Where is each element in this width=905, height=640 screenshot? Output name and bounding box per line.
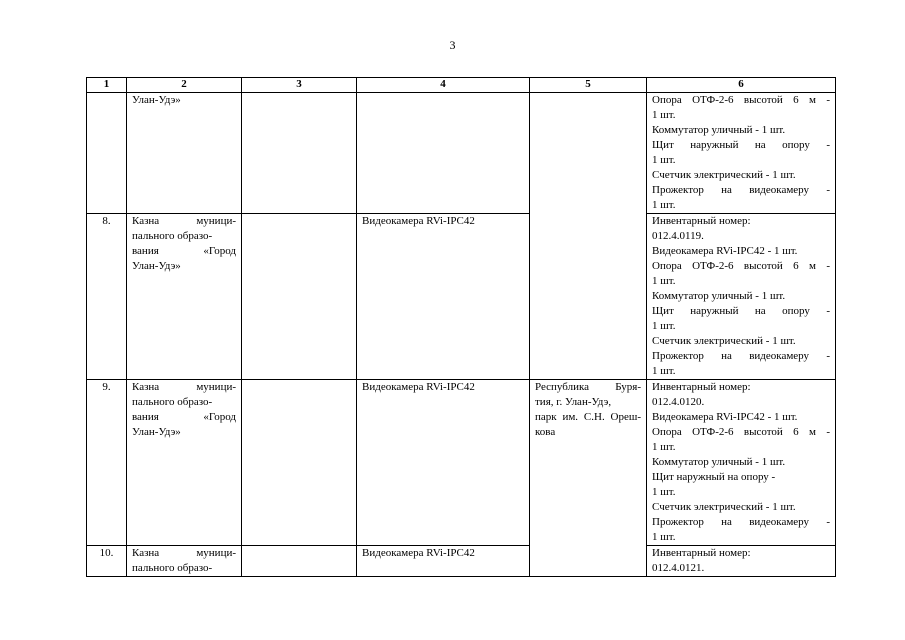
detail-line: Опора ОТФ-2-6 высотой 6 м - bbox=[652, 426, 830, 438]
address-cell bbox=[530, 93, 647, 380]
owner-line: Улан-Удэ» bbox=[132, 94, 181, 106]
owner-cell bbox=[127, 380, 242, 546]
detail-line: Видеокамера RVi-IPC42 - 1 шт. bbox=[652, 245, 798, 257]
detail-line: Инвентарный номер: bbox=[652, 215, 751, 227]
owner-line: Казна муници- bbox=[132, 547, 236, 559]
owner-line: пального образо- bbox=[132, 230, 213, 242]
detail-line: 1 шт. bbox=[652, 365, 676, 377]
details-cell bbox=[647, 546, 836, 577]
detail-line: Счетчик электрический - 1 шт. bbox=[652, 169, 796, 181]
address-line: кова bbox=[535, 426, 556, 438]
owner-line: пального образо- bbox=[132, 562, 213, 574]
detail-line: Опора ОТФ-2-6 высотой 6 м - bbox=[652, 94, 830, 106]
table-row bbox=[87, 380, 836, 546]
detail-line: Щит наружный на опору - bbox=[652, 139, 830, 151]
header-row bbox=[87, 78, 836, 93]
owner-cell bbox=[127, 214, 242, 380]
address-line: Республика Буря- bbox=[535, 381, 641, 393]
column-header-5: 5 bbox=[530, 78, 647, 93]
detail-line: Прожектор на видеокамеру - bbox=[652, 516, 830, 528]
detail-line: 1 шт. bbox=[652, 441, 676, 453]
owner-cell bbox=[127, 93, 242, 214]
address-line: парк им. С.Н. Ореш- bbox=[535, 411, 641, 423]
row-number: 8. bbox=[87, 214, 127, 380]
details-cell bbox=[647, 380, 836, 546]
property-register-table bbox=[86, 77, 836, 577]
detail-line: Прожектор на видеокамеру - bbox=[652, 350, 830, 362]
detail-line: 1 шт. bbox=[652, 154, 676, 166]
detail-line: Щит наружный на опору - bbox=[652, 305, 830, 317]
detail-line: 1 шт. bbox=[652, 486, 676, 498]
detail-line: Коммутатор уличный - 1 шт. bbox=[652, 124, 786, 136]
row-number bbox=[87, 93, 127, 214]
row-number: 9. bbox=[87, 380, 127, 546]
object-name-cell: Видеокамера RVi-IPC42 bbox=[357, 214, 530, 380]
object-name-cell: Видеокамера RVi-IPC42 bbox=[357, 380, 530, 546]
details-cell bbox=[647, 214, 836, 380]
detail-line: 1 шт. bbox=[652, 320, 676, 332]
page-number: 3 bbox=[449, 38, 456, 52]
table-row bbox=[87, 214, 836, 380]
detail-line: Опора ОТФ-2-6 высотой 6 м - bbox=[652, 260, 830, 272]
detail-line: 1 шт. bbox=[652, 199, 676, 211]
column-header-1: 1 bbox=[87, 78, 127, 93]
address-cell bbox=[530, 380, 647, 577]
address-line: тия, г. Улан-Удэ, bbox=[535, 396, 612, 408]
owner-line: Улан-Удэ» bbox=[132, 260, 181, 272]
object-name-cell bbox=[357, 93, 530, 214]
owner-line: вания «Город bbox=[132, 411, 236, 423]
column-header-6: 6 bbox=[647, 78, 836, 93]
detail-line: Щит наружный на опору - bbox=[652, 471, 776, 483]
detail-line: 012.4.0121. bbox=[652, 562, 705, 574]
detail-line: Коммутатор уличный - 1 шт. bbox=[652, 290, 786, 302]
detail-line: Коммутатор уличный - 1 шт. bbox=[652, 456, 786, 468]
detail-line: 1 шт. bbox=[652, 275, 676, 287]
detail-line: 1 шт. bbox=[652, 109, 676, 121]
detail-line: Счетчик электрический - 1 шт. bbox=[652, 335, 796, 347]
col3-cell bbox=[242, 380, 357, 546]
detail-line: Прожектор на видеокамеру - bbox=[652, 184, 830, 196]
table-row bbox=[87, 93, 836, 214]
col3-cell bbox=[242, 93, 357, 214]
col3-cell bbox=[242, 546, 357, 577]
row-number: 10. bbox=[87, 546, 127, 577]
detail-line: 1 шт. bbox=[652, 531, 676, 543]
detail-line: 012.4.0120. bbox=[652, 396, 705, 408]
owner-cell bbox=[127, 546, 242, 577]
detail-line: 012.4.0119. bbox=[652, 230, 704, 242]
table-row bbox=[87, 546, 836, 577]
details-cell bbox=[647, 93, 836, 214]
column-header-2: 2 bbox=[127, 78, 242, 93]
col3-cell bbox=[242, 214, 357, 380]
object-name-cell: Видеокамера RVi-IPC42 bbox=[357, 546, 530, 577]
detail-line: Инвентарный номер: bbox=[652, 547, 751, 559]
column-header-4: 4 bbox=[357, 78, 530, 93]
detail-line: Видеокамера RVi-IPC42 - 1 шт. bbox=[652, 411, 798, 423]
owner-line: Улан-Удэ» bbox=[132, 426, 181, 438]
detail-line: Счетчик электрический - 1 шт. bbox=[652, 501, 796, 513]
owner-line: Казна муници- bbox=[132, 381, 236, 393]
owner-line: пального образо- bbox=[132, 396, 213, 408]
owner-line: Казна муници- bbox=[132, 215, 236, 227]
detail-line: Инвентарный номер: bbox=[652, 381, 751, 393]
column-header-3: 3 bbox=[242, 78, 357, 93]
owner-line: вания «Город bbox=[132, 245, 236, 257]
